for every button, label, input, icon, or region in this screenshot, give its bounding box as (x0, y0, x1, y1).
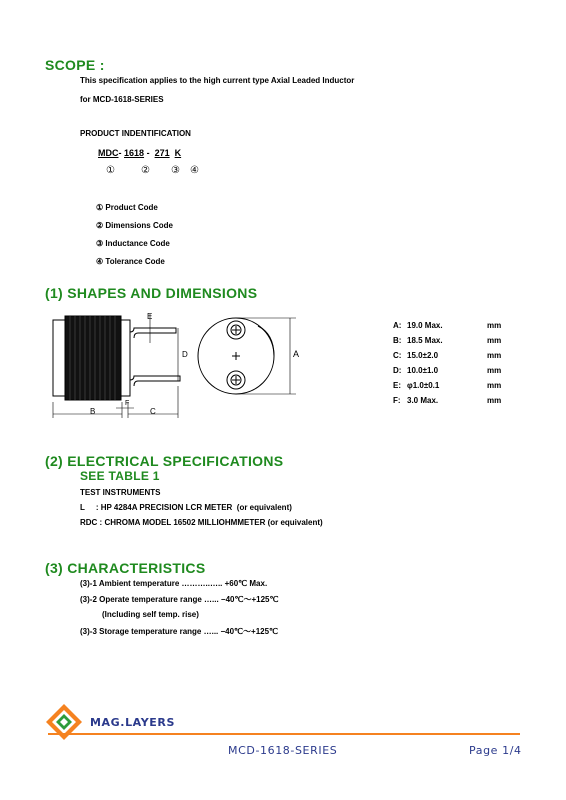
legend-label: Dimensions Code (105, 221, 173, 230)
dimension-row (393, 366, 513, 381)
scope-line-2: for MCD-1618-SERIES (80, 95, 164, 104)
dim-row-unit: mm (487, 396, 502, 405)
code-marker-3: ③ (171, 165, 180, 176)
legend-item-product-code (96, 203, 158, 212)
dim-row-unit: mm (487, 351, 502, 360)
dim-label-f: F (125, 400, 130, 407)
legend-item-tolerance-code (96, 257, 165, 266)
dim-row-label: C: (393, 351, 402, 360)
product-code-row (98, 148, 181, 158)
dim-row-value: φ1.0±0.1 (407, 381, 440, 390)
code-marker-1: ① (106, 165, 115, 176)
dim-label-a: A (293, 349, 300, 359)
code-sep-2: - (146, 148, 150, 158)
front-view-drawing (196, 312, 302, 402)
rdc-meter-line: RDC : CHROMA MODEL 16502 MILLIOHMMETER (or equivalent) (80, 518, 323, 527)
mag-layers-logo (44, 702, 84, 742)
code-part-2: 1618 (124, 148, 145, 158)
dim-label-e: E (147, 312, 153, 321)
dim-label-b: B (90, 407, 96, 416)
legend-marker: ④ (96, 257, 104, 266)
footer-page-number: Page 1/4 (469, 744, 522, 757)
dim-label-d: D (182, 350, 188, 359)
characteristic-item-1: (3)-1 Ambient temperature ………..….. +60℃ Max. (80, 579, 268, 588)
product-id-title: PRODUCT INDENTIFICATION (80, 129, 191, 138)
characteristics-heading: (3) CHARACTERISTICS (45, 560, 206, 576)
footer-series: MCD-1618-SERIES (228, 744, 338, 757)
legend-label: Tolerance Code (105, 257, 165, 266)
dim-row-unit: mm (487, 336, 502, 345)
dim-label-c: C (150, 407, 156, 416)
dimension-row (393, 321, 513, 336)
dimension-row (393, 381, 513, 396)
legend-label: Inductance Code (105, 239, 170, 248)
legend-marker: ① (96, 203, 104, 212)
characteristic-note: (Including self temp. rise) (102, 610, 199, 619)
legend-marker: ② (96, 221, 104, 230)
characteristic-item-2: (3)-2 Operate temperature range …... −40℃～+125℃ (80, 595, 279, 604)
scope-line-1: This specification applies to the high current type Axial Leaded Inductor (80, 76, 355, 85)
dimension-row (393, 351, 513, 366)
dim-row-label: B: (393, 336, 402, 345)
side-view-drawing (50, 310, 190, 422)
code-sep-1: - (118, 148, 122, 158)
dim-row-unit: mm (487, 381, 502, 390)
dim-row-value: 19.0 Max. (407, 321, 443, 330)
dim-row-label: A: (393, 321, 402, 330)
dim-row-label: F: (393, 396, 401, 405)
code-part-4: K (174, 148, 182, 158)
code-marker-2: ② (141, 165, 150, 176)
scope-heading: SCOPE : (45, 57, 105, 73)
electrical-heading: (2) ELECTRICAL SPECIFICATIONS (45, 453, 284, 469)
dimension-row (393, 336, 513, 351)
characteristic-item-3: (3)-3 Storage temperature range …... −40℃～+125℃ (80, 627, 279, 636)
dim-row-value: 15.0±2.0 (407, 351, 439, 360)
legend-item-dimensions-code (96, 221, 173, 230)
dimension-row (393, 396, 513, 411)
test-instruments-title: TEST INSTRUMENTS (80, 488, 161, 497)
footer-divider (48, 733, 520, 735)
dimensions-table (393, 321, 513, 411)
legend-item-inductance-code (96, 239, 170, 248)
see-table-heading: SEE TABLE 1 (80, 469, 160, 483)
dim-row-value: 3.0 Max. (407, 396, 439, 405)
shapes-heading: (1) SHAPES AND DIMENSIONS (45, 285, 258, 301)
legend-marker: ③ (96, 239, 104, 248)
dim-row-label: D: (393, 366, 402, 375)
l-meter-line: L : HP 4284A PRECISION LCR METER (or equivalent) (80, 503, 292, 512)
dim-row-value: 10.0±1.0 (407, 366, 439, 375)
dim-row-label: E: (393, 381, 401, 390)
dim-row-value: 18.5 Max. (407, 336, 443, 345)
code-part-3: 271 (154, 148, 170, 158)
code-marker-4: ④ (190, 165, 199, 176)
dim-row-unit: mm (487, 321, 502, 330)
dim-row-unit: mm (487, 366, 502, 375)
code-part-1: MDC (98, 148, 119, 158)
legend-label: Product Code (105, 203, 158, 212)
brand-name: MAG.LAYERS (90, 716, 176, 729)
